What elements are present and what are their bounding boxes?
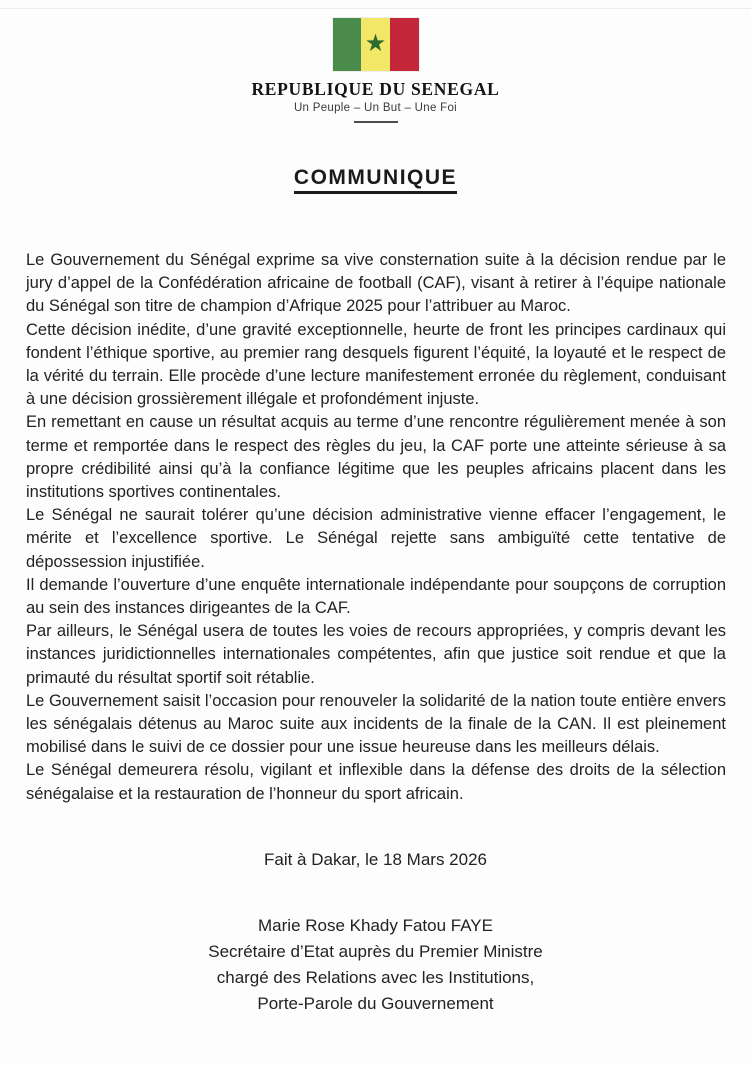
flag-yellow-stripe [361, 18, 390, 71]
photo-edge-line [0, 8, 751, 9]
body-paragraph: Le Gouvernement du Sénégal exprime sa vive consternation suite à la décision rendue par le jury d’appel de la Confédération africaine de football (CAF), visant à retirer à l’équipe nationale du Sénégal son titre de champion d’Afrique 2025 pour l’attribuer au Maroc. [26, 251, 726, 316]
flag-star-icon: ★ [364, 29, 387, 57]
body-paragraph: Cette décision inédite, d’une gravité exceptionnelle, heurte de front les principes cardinaux qui fondent l’éthique sportive, au premier rang desquels figurent l’équité, la loyauté et le respect de la vérité du terrain. Elle procède d’une lecture manifestement erronée du règlement, conduisant à une décision grossièrement illégale et profondément injuste. [26, 320, 726, 409]
title-wrap [0, 166, 751, 194]
signatory-name: Marie Rose Khady Fatou FAYE [258, 915, 493, 935]
body-paragraph: Le Sénégal demeurera résolu, vigilant et inflexible dans la défense des droits de la sélection sénégalaise et la restauration de l’honneur du sport africain. [26, 761, 726, 803]
body-paragraph: Par ailleurs, le Sénégal usera de toutes les voies de recours appropriées, y compris devant les instances juridictionnelles internationales compétentes, afin que justice soit rendue et que la primauté du résultat sportif soit rétablie. [26, 622, 726, 687]
header-divider [354, 121, 398, 123]
signatory-title: Secrétaire d’Etat auprès du Premier Ministre [208, 941, 543, 961]
document-title: COMMUNIQUE [294, 166, 457, 194]
body-paragraph: Le Gouvernement saisit l’occasion pour renouveler la solidarité de la nation toute entière envers les sénégalais détenus au Maroc suite aux incidents de la finale de la CAN. Il est pleinement mobilisé dans le suivi de ce dossier pour une issue heureuse dans les meilleurs délais. [26, 691, 726, 757]
document-body [26, 249, 726, 806]
signature-block [0, 913, 751, 1017]
body-paragraph: Il demande l’ouverture d’une enquête internationale indépendante pour soupçons de corruption au sein des instances dirigeantes de la CAF. [26, 575, 726, 618]
flag-green-stripe [333, 18, 362, 71]
signatory-role: Porte-Parole du Gouvernement [257, 993, 494, 1013]
dateline: Fait à Dakar, le 18 Mars 2026 [263, 849, 487, 869]
national-motto: Un Peuple – Un But – Une Foi [293, 102, 458, 114]
body-paragraph: Le Sénégal ne saurait tolérer qu’une décision administrative vienne effacer l’engagement, le mérite et l’excellence sportive. Le Sénégal rejette sans ambiguïté cette tentative de dépossession injustifiée. [26, 506, 726, 571]
senegal-flag-icon [333, 18, 419, 71]
flag-red-stripe [390, 18, 419, 71]
document-header [0, 0, 751, 123]
body-paragraph: En remettant en cause un résultat acquis au terme d’une rencontre régulièrement menée à son terme et remportée dans le respect des règles du jeu, la CAF porte une atteinte sérieuse à sa propre crédibilité ainsi qu’à la confiance légitime que les peuples africains placent dans les institutions sportives continentales. [26, 413, 726, 502]
signatory-title: chargé des Relations avec les Institutions, [216, 967, 535, 987]
country-name: REPUBLIQUE DU SENEGAL [251, 79, 500, 99]
